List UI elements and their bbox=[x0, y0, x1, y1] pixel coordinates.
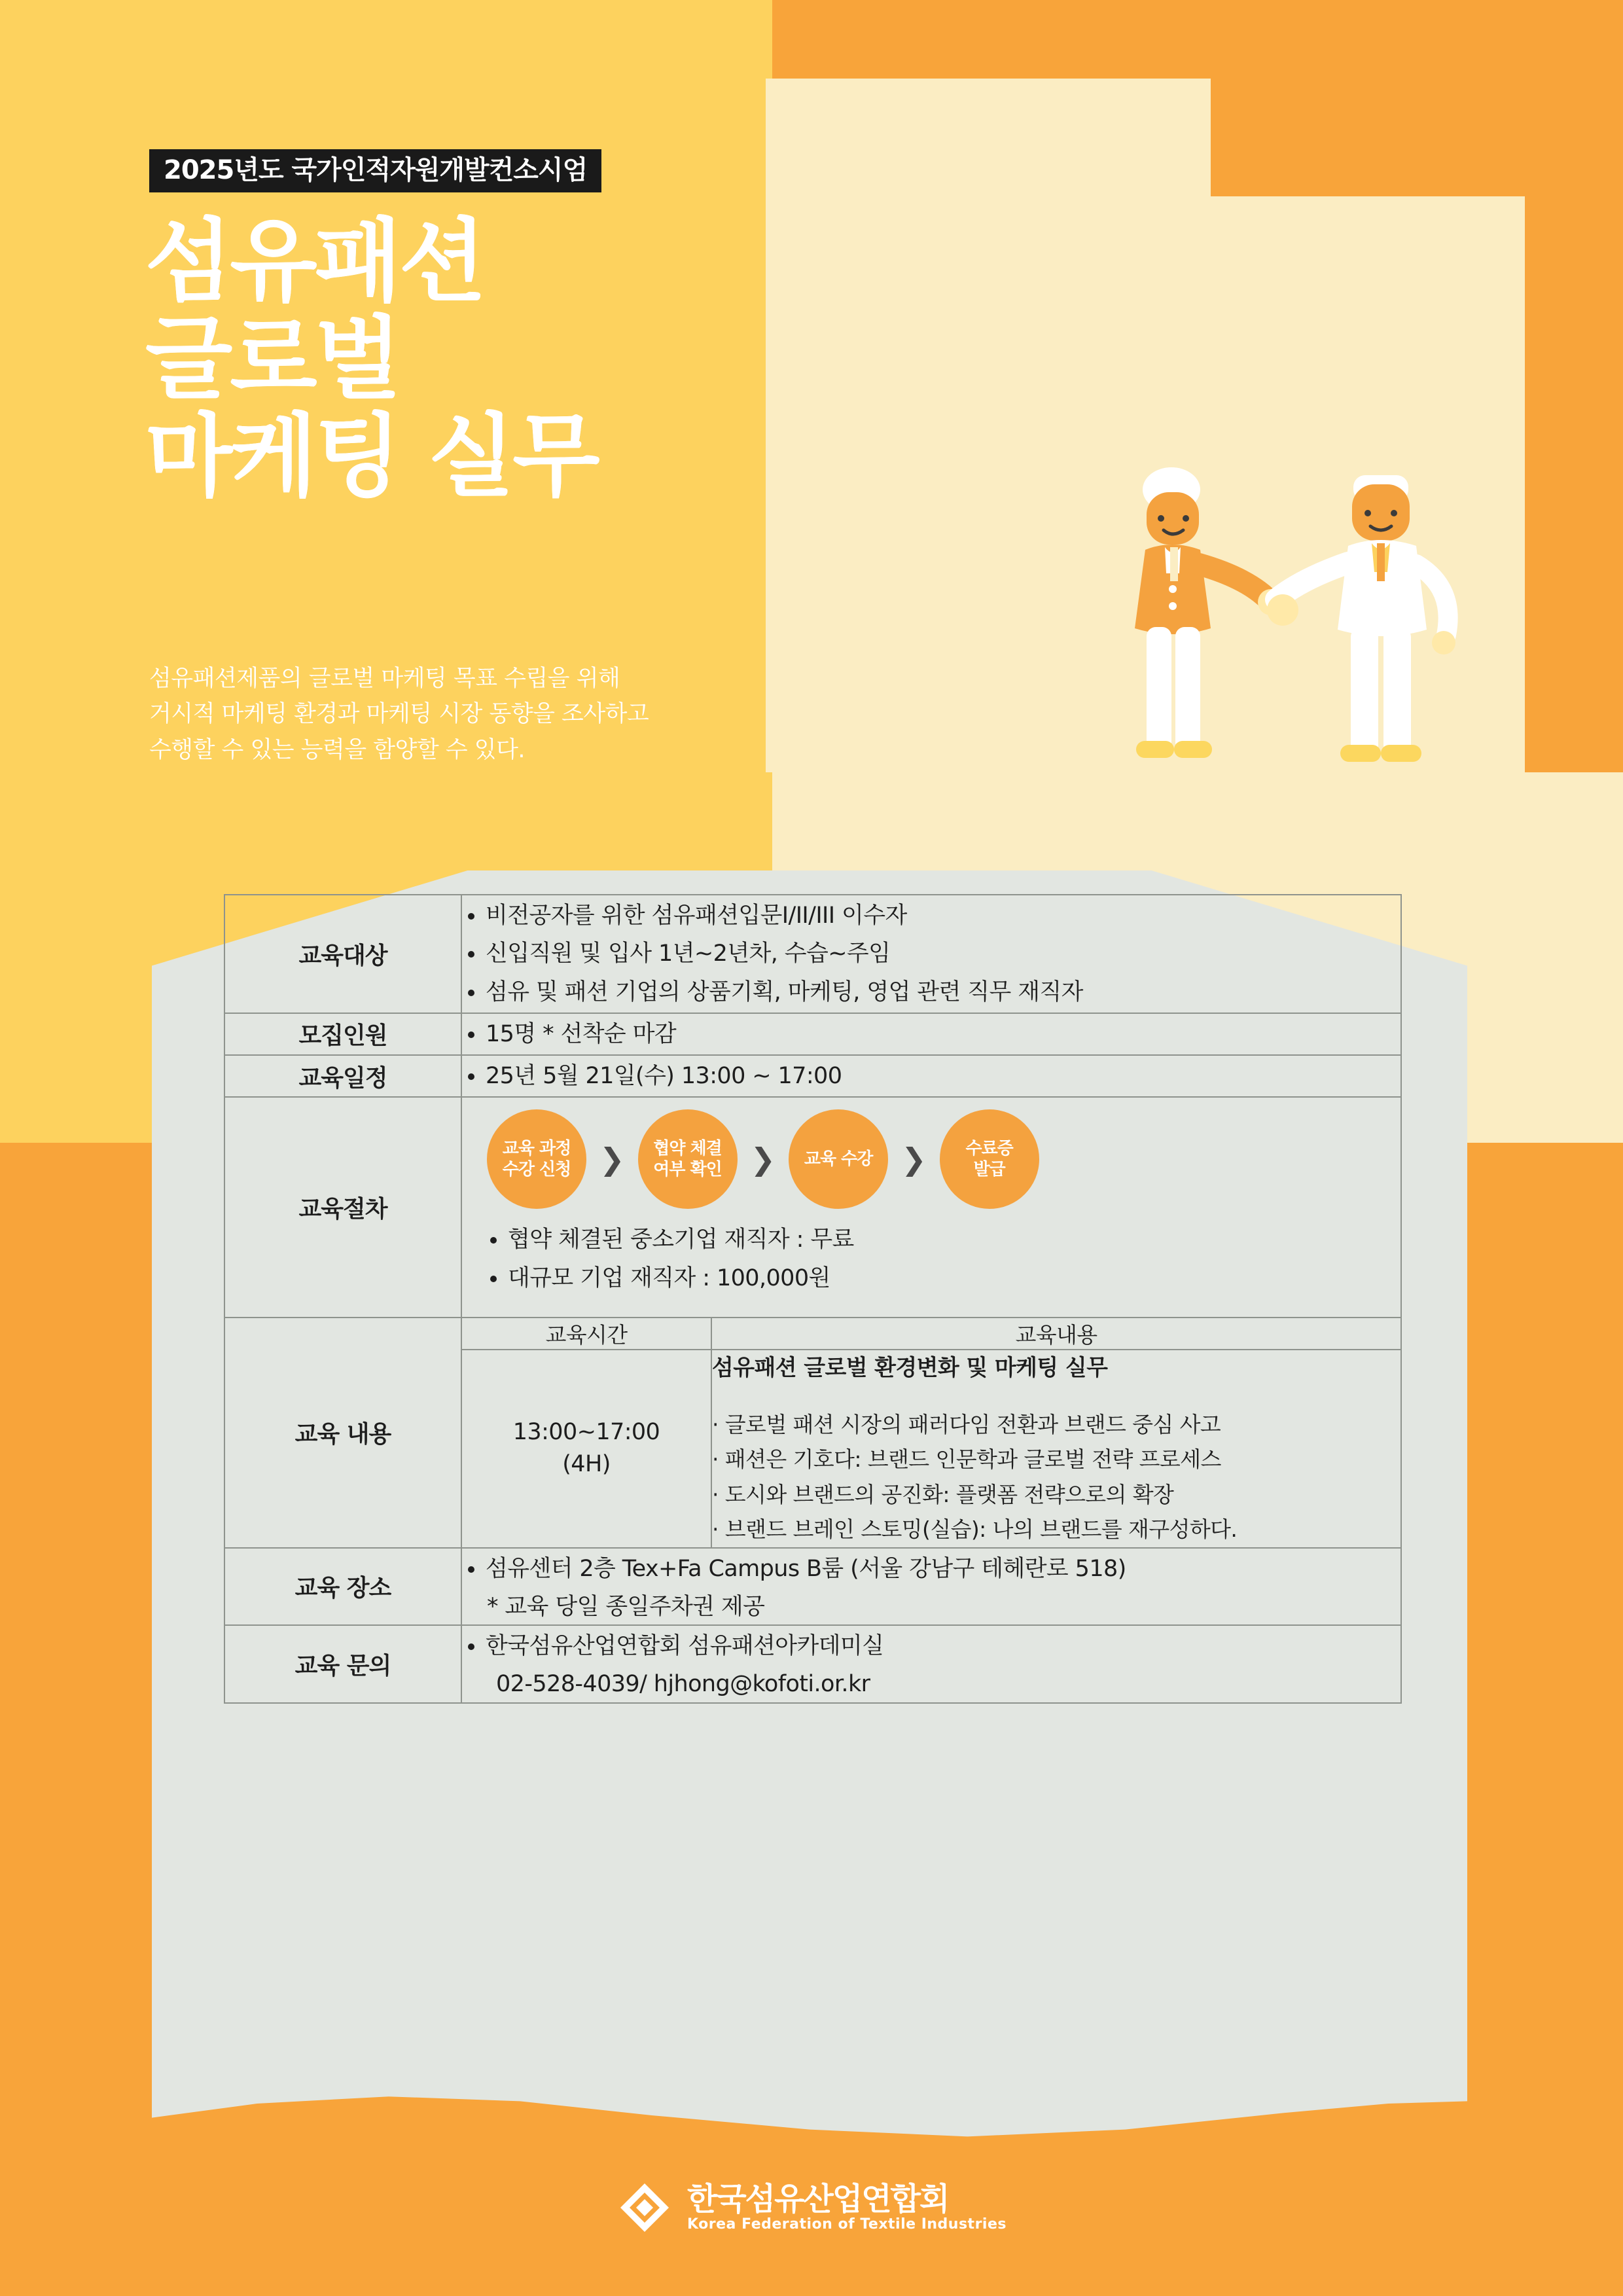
person-right-figure bbox=[1276, 475, 1455, 762]
column-header-time: 교육시간 bbox=[461, 1318, 711, 1350]
description-line-2: 거시적 마케팅 환경과 마케팅 시장 동향을 조사하고 bbox=[149, 701, 649, 728]
list-item: • 15명 * 선착순 마감 bbox=[486, 1016, 1400, 1052]
curriculum-content-item: · 브랜드 브레인 스토밍(실습): 나의 브랜드를 재구성하다. bbox=[712, 1516, 1238, 1543]
process-step-2 bbox=[638, 1109, 738, 1209]
contact-details: 02-528-4039/ hjhong@kofoti.or.kr bbox=[496, 1671, 870, 1698]
chevron-right-icon: ❯ bbox=[599, 1141, 625, 1177]
label-curriculum: 교육 내용 bbox=[224, 1318, 461, 1548]
table-row-contact bbox=[224, 1625, 1401, 1703]
description-line-1: 섬유패션제품의 글로벌 마케팅 목표 수립을 위해 bbox=[149, 666, 620, 692]
value-process bbox=[461, 1097, 1401, 1318]
curriculum-content bbox=[711, 1350, 1401, 1548]
curriculum-time-range: 13:00~17:00 bbox=[512, 1419, 660, 1446]
curriculum-content-title: 섬유패션 글로벌 환경변화 및 마케팅 실무 bbox=[712, 1354, 1108, 1381]
chevron-right-icon: ❯ bbox=[901, 1141, 927, 1177]
process-step-3-line-1: 교육 수강 bbox=[804, 1149, 873, 1169]
program-badge: 2025년도 국가인적자원개발컨소시엄 bbox=[149, 149, 601, 192]
list-item: • 비전공자를 위한 섬유패션입문I/II/III 이수자 bbox=[486, 898, 1400, 933]
process-step-4 bbox=[940, 1109, 1039, 1209]
table-row-curriculum-header bbox=[224, 1318, 1401, 1350]
process-notes bbox=[462, 1215, 1400, 1317]
footer-org bbox=[687, 2183, 1007, 2232]
list-item: • 섬유 및 패션 기업의 상품기획, 마케팅, 영업 관련 직무 재직자 bbox=[486, 975, 1400, 1010]
table-row-process bbox=[224, 1097, 1401, 1318]
table-row-venue bbox=[224, 1548, 1401, 1626]
value-schedule bbox=[461, 1055, 1401, 1097]
curriculum-time bbox=[461, 1350, 711, 1548]
footer bbox=[0, 2179, 1623, 2236]
spacer bbox=[712, 1386, 1400, 1407]
footer-org-ko: 한국섬유산업연합회 bbox=[687, 2181, 949, 2218]
list-item: • 섬유센터 2층 Tex+Fa Campus B룸 (서울 강남구 테헤란로 518) bbox=[486, 1551, 1400, 1587]
chevron-right-icon: ❯ bbox=[750, 1141, 776, 1177]
description-line-3: 수행할 수 있는 능력을 함양할 수 있다. bbox=[149, 736, 526, 763]
curriculum-hours: (4H) bbox=[562, 1451, 611, 1478]
process-step-1-line-1: 교육 과정 bbox=[502, 1138, 571, 1158]
value-contact bbox=[461, 1625, 1401, 1703]
table-row-target bbox=[224, 895, 1401, 1013]
process-step-1 bbox=[487, 1109, 586, 1209]
list-item: • 25년 5월 21일(수) 13:00 ~ 17:00 bbox=[486, 1058, 1400, 1094]
title-line-1: 섬유패션 bbox=[145, 209, 484, 314]
footer-org-en: Korea Federation of Textile Industries bbox=[687, 2215, 1007, 2233]
table-row-capacity bbox=[224, 1013, 1401, 1055]
title-line-3: 마케팅 실무 bbox=[145, 403, 597, 509]
process-step-3 bbox=[789, 1109, 888, 1209]
list-item: • 협약 체결된 중소기업 재직자 : 무료 bbox=[508, 1222, 1378, 1257]
column-header-content: 교육내용 bbox=[711, 1318, 1401, 1350]
course-info-table bbox=[224, 894, 1402, 1704]
process-step-2-line-2: 여부 확인 bbox=[653, 1160, 722, 1180]
list-item: • 한국섬유산업연합회 섬유패션아카데미실 bbox=[486, 1628, 1400, 1664]
process-step-4-line-1: 수료증 bbox=[965, 1138, 1013, 1158]
label-target: 교육대상 bbox=[224, 895, 461, 1013]
list-item: • 신입직원 및 입사 1년~2년차, 수습~주임 bbox=[486, 936, 1400, 971]
list-item: • 대규모 기업 재직자 : 100,000원 bbox=[508, 1261, 1378, 1296]
process-steps bbox=[462, 1098, 1400, 1215]
handshake-hands bbox=[1267, 594, 1298, 626]
curriculum-content-item: · 글로벌 패션 시장의 패러다임 전환과 브랜드 중심 사고 bbox=[712, 1411, 1221, 1437]
process-step-2-line-1: 협약 체결 bbox=[653, 1138, 722, 1158]
label-schedule: 교육일정 bbox=[224, 1055, 461, 1097]
title-line-2: 글로벌 bbox=[145, 306, 399, 412]
process-step-1-line-2: 수강 신청 bbox=[502, 1160, 571, 1180]
process-step-4-line-2: 발급 bbox=[973, 1160, 1005, 1180]
venue-note: * 교육 당일 종일주차권 제공 bbox=[487, 1593, 765, 1620]
curriculum-content-item: · 도시와 브랜드의 공진화: 플랫폼 전략으로의 확장 bbox=[712, 1481, 1174, 1507]
page-title bbox=[145, 209, 597, 509]
table-row-schedule bbox=[224, 1055, 1401, 1097]
value-capacity bbox=[461, 1013, 1401, 1055]
label-capacity: 모집인원 bbox=[224, 1013, 461, 1055]
value-venue bbox=[461, 1548, 1401, 1626]
curriculum-content-item: · 패션은 기호다: 브랜드 인문학과 글로벌 전략 프로세스 bbox=[712, 1446, 1221, 1473]
label-venue: 교육 장소 bbox=[224, 1548, 461, 1626]
value-target bbox=[461, 895, 1401, 1013]
handshake-illustration bbox=[1073, 458, 1531, 903]
person-left-figure bbox=[1135, 467, 1284, 758]
kofoti-logo-icon bbox=[616, 2179, 673, 2236]
label-process: 교육절차 bbox=[224, 1097, 461, 1318]
label-contact: 교육 문의 bbox=[224, 1625, 461, 1703]
course-description bbox=[149, 661, 649, 768]
